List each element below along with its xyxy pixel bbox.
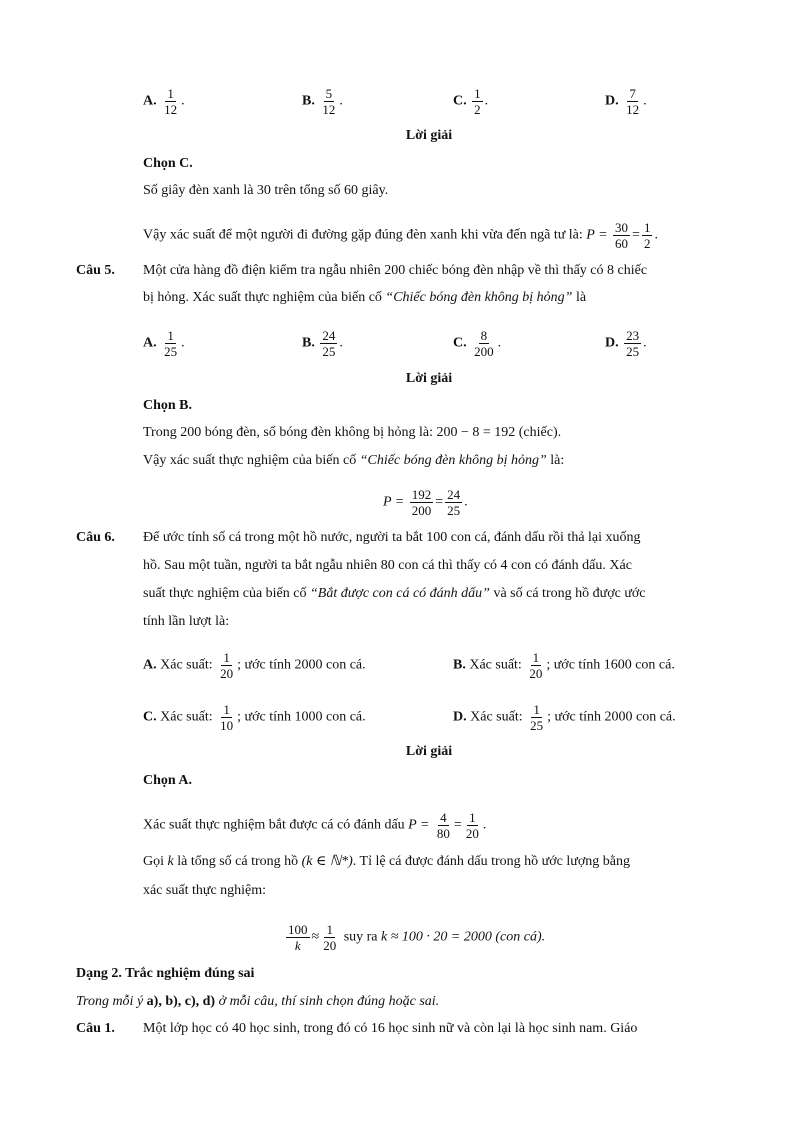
solution-line: xác suất thực nghiệm: <box>143 883 267 898</box>
q5-option-d: D. $\frac{23}{25}$ . <box>605 328 647 359</box>
section-title: Dạng 2. Trắc nghiệm đúng sai <box>76 966 255 981</box>
prev-option-a: A. $\frac{1}{12}$ . <box>143 86 185 117</box>
solution-line: Số giây đèn xanh là 30 trên tổng số 60 giây. <box>143 183 389 198</box>
solution-line: Vậy xác suất thực nghiệm của biến cố “Chiếc bóng đèn không bị hỏng” là: <box>143 453 565 468</box>
question-text: Một lớp học có 40 học sinh, trong đó có 16 học sinh nữ và còn lại là học sinh nam. Giáo <box>143 1021 638 1036</box>
solution-heading: Lời giải <box>405 128 453 143</box>
question-label: Câu 1. <box>76 1021 115 1036</box>
question-text: suất thực nghiệm của biến cố “Bắt được con cá có đánh dấu” và số cá trong hồ được ước <box>143 586 646 601</box>
section-instruction: Trong mỗi ý a), b), c), d) ở mỗi câu, thí sinh chọn đúng hoặc sai. <box>76 994 440 1009</box>
q6-option-a: A. Xác suất: $\frac{1}{20}$ ; ước tính 2000 con cá. <box>143 650 366 681</box>
q5-option-b: B. $\frac{24}{25}$ . <box>302 328 343 359</box>
answer-choice: Chọn A. <box>143 773 193 788</box>
formula: P = $\frac{192}{200}$ = $\frac{24}{25}$ . <box>383 487 468 518</box>
q6-option-c: C. Xác suất: $\frac{1}{10}$ ; ước tính 1000 con cá. <box>143 702 366 733</box>
question-text: bị hỏng. Xác suất thực nghiệm của biến cố “Chiếc bóng đèn không bị hỏng” là <box>143 290 587 305</box>
question-text: Một cửa hàng đồ điện kiểm tra ngẫu nhiên 200 chiếc bóng đèn nhập về thì thấy có 8 chiếc <box>143 263 648 278</box>
solution-heading: Lời giải <box>405 371 453 386</box>
solution-line: Gọi k là tổng số cá trong hồ (k ∈ ℕ*). Tỉ lệ cá được đánh dấu trong hồ ước lượng bằng <box>143 854 630 869</box>
prev-option-d: D. $\frac{7}{12}$ . <box>605 86 647 117</box>
question-text: tính lần lượt là: <box>143 614 230 629</box>
question-text: Để ước tính số cá trong một hồ nước, người ta bắt 100 con cá, đánh dấu rồi thả lại xuống <box>143 530 641 545</box>
q5-option-c: C. $\frac{8}{200}$ . <box>453 328 502 359</box>
answer-choice: Chọn C. <box>143 156 193 171</box>
prev-option-b: B. $\frac{5}{12}$ . <box>302 86 343 117</box>
question-label: Câu 6. <box>76 530 115 545</box>
formula: $\frac{100}{k}$ ≈ $\frac{1}{20}$ suy ra k ≈ 100 · 20 = 2000 (con cá). <box>288 922 546 953</box>
q5-option-a: A. $\frac{1}{25}$ . <box>143 328 185 359</box>
question-text: hồ. Sau một tuần, người ta bắt ngẫu nhiên 80 con cá thì thấy có 4 con có đánh dấu. Xác <box>143 558 632 573</box>
q6-option-b: B. Xác suất: $\frac{1}{20}$ ; ước tính 1600 con cá. <box>453 650 675 681</box>
question-label: Câu 5. <box>76 263 115 278</box>
prev-option-c: C. $\frac{1}{2}$ . <box>453 86 489 117</box>
solution-line: Vậy xác suất để một người đi đường gặp đúng đèn xanh khi vừa đến ngã tư là: P = $\frac{30}{60}$ = $\frac{1}{2}$ . <box>143 220 658 251</box>
solution-heading: Lời giải <box>405 744 453 759</box>
solution-line: Trong 200 bóng đèn, số bóng đèn không bị hỏng là: 200 − 8 = 192 (chiếc). <box>143 425 562 440</box>
q6-option-d: D. Xác suất: $\frac{1}{25}$ ; ước tính 2000 con cá. <box>453 702 676 733</box>
solution-line: Xác suất thực nghiệm bắt được cá có đánh dấu P = $\frac{4}{80}$ = $\frac{1}{20}$ . <box>143 810 487 841</box>
answer-choice: Chọn B. <box>143 398 193 413</box>
